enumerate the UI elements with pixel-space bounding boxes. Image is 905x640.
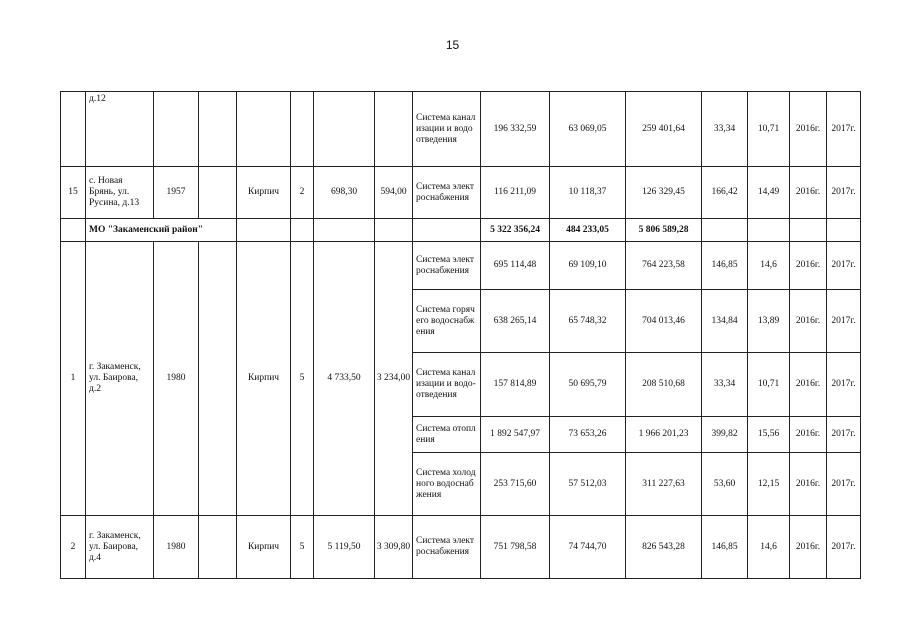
cell-year [154, 92, 199, 167]
cell-cost-1: 196 332,59 [481, 92, 550, 167]
cell-cost-1: 695 114,48 [481, 242, 550, 290]
cell-year-from: 2016г. [790, 353, 827, 417]
cell-system: Система горячего водоснабжения [413, 290, 481, 353]
cell-floors [291, 92, 314, 167]
cell-year: 1980 [154, 242, 199, 516]
cell-cost-1: 253 715,60 [481, 453, 550, 516]
cell-system: Система электроснабжения [413, 167, 481, 219]
cell-year-from: 2016г. [790, 453, 827, 516]
cell-material [237, 92, 291, 167]
cell-cost-total: 764 223,58 [626, 242, 702, 290]
cell-unit-1: 146,85 [702, 516, 748, 579]
cell-year-to: 2017г. [827, 92, 861, 167]
cell-empty [199, 92, 237, 167]
cell-year-to: 2017г. [827, 167, 861, 219]
cell-unit-2: 10,71 [748, 92, 790, 167]
cell-year: 1957 [154, 167, 199, 219]
cell-empty [199, 167, 237, 219]
cell-cost-1: 157 814,89 [481, 353, 550, 417]
cell-cost-2: 74 744,70 [550, 516, 626, 579]
table-row [61, 516, 861, 579]
cell-year-to: 2017г. [827, 516, 861, 579]
cell-floors: 5 [291, 242, 314, 516]
cell-cost-total: 208 510,68 [626, 353, 702, 417]
cell-cost-2: 73 653,26 [550, 417, 626, 453]
cell-area-living: 594,00 [375, 167, 413, 219]
cell-cost-2: 69 109,10 [550, 242, 626, 290]
cell-cost-1: 751 798,58 [481, 516, 550, 579]
cell-year-from: 2016г. [790, 167, 827, 219]
cell-year-to: 2017г. [827, 353, 861, 417]
cell-year-from: 2016г. [790, 290, 827, 353]
cell-unit-1: 166,42 [702, 167, 748, 219]
cell-year-from: 2016г. [790, 92, 827, 167]
cell-year: 1980 [154, 516, 199, 579]
cell-address: г. Закаменск, ул. Баирова, д.2 [86, 242, 154, 516]
cell-cost-total: 126 329,45 [626, 167, 702, 219]
cell-cost-1: 638 265,14 [481, 290, 550, 353]
cell-address: с. Новая Брянь, ул. Русина, д.13 [86, 167, 154, 219]
cell-cost-total: 259 401,64 [626, 92, 702, 167]
cell-unit-2: 14,6 [748, 242, 790, 290]
cell-empty [291, 219, 314, 242]
cell-system: Система холодного водоснабжения [413, 453, 481, 516]
cell-year-from: 2016г. [790, 516, 827, 579]
cell-year-from: 2016г. [790, 242, 827, 290]
cell-empty [748, 219, 790, 242]
cell-system: Система электроснабжения [413, 516, 481, 579]
cell-unit-1: 33,34 [702, 353, 748, 417]
district-label: МО "Закаменский район" [86, 219, 237, 242]
cell-unit-2: 15,56 [748, 417, 790, 453]
cell-cost-1: 116 211,09 [481, 167, 550, 219]
cell-address: г. Закаменск, ул. Баирова, д.4 [86, 516, 154, 579]
district-cost-2: 484 233,05 [550, 219, 626, 242]
cell-empty [413, 219, 481, 242]
table-row [61, 242, 861, 290]
cell-cost-total: 311 227,63 [626, 453, 702, 516]
cell-cost-2: 65 748,32 [550, 290, 626, 353]
cell-floors: 5 [291, 516, 314, 579]
cell-system: Система канализации и водо-отведения [413, 353, 481, 417]
cell-cost-2: 63 069,05 [550, 92, 626, 167]
cell-material: Кирпич [237, 242, 291, 516]
cell-address: д.12 [86, 92, 154, 167]
cell-cost-2: 10 118,37 [550, 167, 626, 219]
cell-system: Система отопления [413, 417, 481, 453]
cell-area-living [375, 92, 413, 167]
cell-no: 2 [61, 516, 86, 579]
cell-unit-1: 53,60 [702, 453, 748, 516]
district-cost-total: 5 806 589,28 [626, 219, 702, 242]
table-row [61, 167, 861, 219]
district-cost-1: 5 322 356,24 [481, 219, 550, 242]
cell-unit-1: 399,82 [702, 417, 748, 453]
cell-empty [375, 219, 413, 242]
cell-empty [199, 516, 237, 579]
cell-empty [199, 242, 237, 516]
cell-cost-total: 826 543,28 [626, 516, 702, 579]
cell-empty [314, 219, 375, 242]
cell-no [61, 92, 86, 167]
cell-year-from: 2016г. [790, 417, 827, 453]
district-total-row [61, 219, 861, 242]
table-row [61, 92, 861, 167]
cell-cost-2: 57 512,03 [550, 453, 626, 516]
cell-unit-2: 10,71 [748, 353, 790, 417]
cell-area-total: 5 119,50 [314, 516, 375, 579]
cell-area-total: 698,30 [314, 167, 375, 219]
cell-cost-1: 1 892 547,97 [481, 417, 550, 453]
cell-empty [790, 219, 827, 242]
cell-year-to: 2017г. [827, 290, 861, 353]
cell-empty [827, 219, 861, 242]
page-number: 15 [445, 38, 460, 52]
cell-year-to: 2017г. [827, 453, 861, 516]
cell-cost-2: 50 695,79 [550, 353, 626, 417]
cell-unit-1: 134,84 [702, 290, 748, 353]
cell-floors: 2 [291, 167, 314, 219]
cell-system: Система электроснабжения [413, 242, 481, 290]
cell-empty [61, 219, 86, 242]
cell-cost-total: 1 966 201,23 [626, 417, 702, 453]
cell-unit-1: 33,34 [702, 92, 748, 167]
cell-area-living: 3 309,80 [375, 516, 413, 579]
cell-no: 1 [61, 242, 86, 516]
repair-schedule-table [60, 91, 861, 579]
cell-area-total: 4 733,50 [314, 242, 375, 516]
cell-year-to: 2017г. [827, 417, 861, 453]
cell-area-living: 3 234,00 [375, 242, 413, 516]
cell-material: Кирпич [237, 516, 291, 579]
cell-unit-2: 14,49 [748, 167, 790, 219]
cell-empty [237, 219, 291, 242]
cell-system: Система канализации и водоотведения [413, 92, 481, 167]
cell-year-to: 2017г. [827, 242, 861, 290]
cell-unit-2: 12,15 [748, 453, 790, 516]
cell-unit-2: 14,6 [748, 516, 790, 579]
cell-unit-2: 13,89 [748, 290, 790, 353]
cell-no: 15 [61, 167, 86, 219]
cell-material: Кирпич [237, 167, 291, 219]
cell-area-total [314, 92, 375, 167]
cell-cost-total: 704 013,46 [626, 290, 702, 353]
cell-unit-1: 146,85 [702, 242, 748, 290]
cell-empty [702, 219, 748, 242]
